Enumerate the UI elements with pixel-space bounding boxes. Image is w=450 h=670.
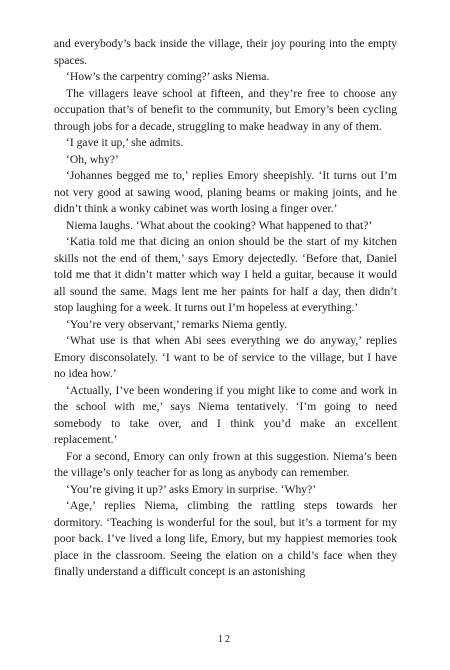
paragraph-6: ‘Johannes begged me to,’ replies Emory sheepishly. ‘It turns out I’m not very good at sawing wood, planing beams or making joints, and he didn’t think a wonky cabinet was worth losing a finger over.’ [54,169,397,215]
paragraph-11: ‘Actually, I’ve been wondering if you might like to come and work in the school with me,’ says Niema tentatively. ‘I’m going to need somebody to take over, and I think you’d make an excellent replacement.’ [54,383,397,446]
paragraph-7: Niema laughs. ‘What about the cooking? What happened to that?’ [66,218,373,232]
paragraph-10: ‘What use is that when Abi sees everything we do anyway,’ replies Emory disconsolately. ‘I want to be of service to the village, but I have no idea how.’ [54,334,397,380]
paragraph-12: For a second, Emory can only frown at this suggestion. Niema’s been the village’s only teacher for as long as anybody can remember. [54,449,397,479]
page-number: 12 [218,634,232,645]
paragraph-13: ‘You’re giving it up?’ asks Emory in surprise. ‘Why?’ [66,482,317,496]
paragraph-8: ‘Katia told me that dicing an onion should be the start of my kitchen skills not the end of them,’ says Emory dejectedly. ‘Before that, Daniel told me that it didn’t matter which way I held a guitar, because it would all sound the same. Mags lent me her paints for half a day, then didn’t stop laughing for a week. It turns out I’m hopeless at everything.’ [54,235,397,314]
paragraph-14: ‘Age,’ replies Niema, climbing the rattling steps towards her dormitory. ‘Teaching is wonderful for the soul, but it’s a torment for my poor back. I’ve lived a long life, Emory, but my happiest memories took place in the classroom. Seeing the elation on a child’s face when they finally understand a difficult concept is an astonishing [54,499,397,578]
paragraph-1: and everybody’s back inside the village, their joy pouring into the empty spaces. [54,37,397,67]
paragraph-9: ‘You’re very observant,’ remarks Niema gently. [66,317,287,331]
paragraph-2: ‘How’s the carpentry coming?’ asks Niema. [66,70,270,83]
paragraph-4: ‘I gave it up,’ she admits. [66,136,184,149]
paragraph-5: ‘Oh, why?’ [66,152,119,166]
page-body [54,36,397,581]
paragraph-3: The villagers leave school at fifteen, and they’re free to choose any occupation that’s of benefit to the community, but Emory’s been cycling through jobs for a decade, struggling to make headway in any of them. [54,86,397,133]
